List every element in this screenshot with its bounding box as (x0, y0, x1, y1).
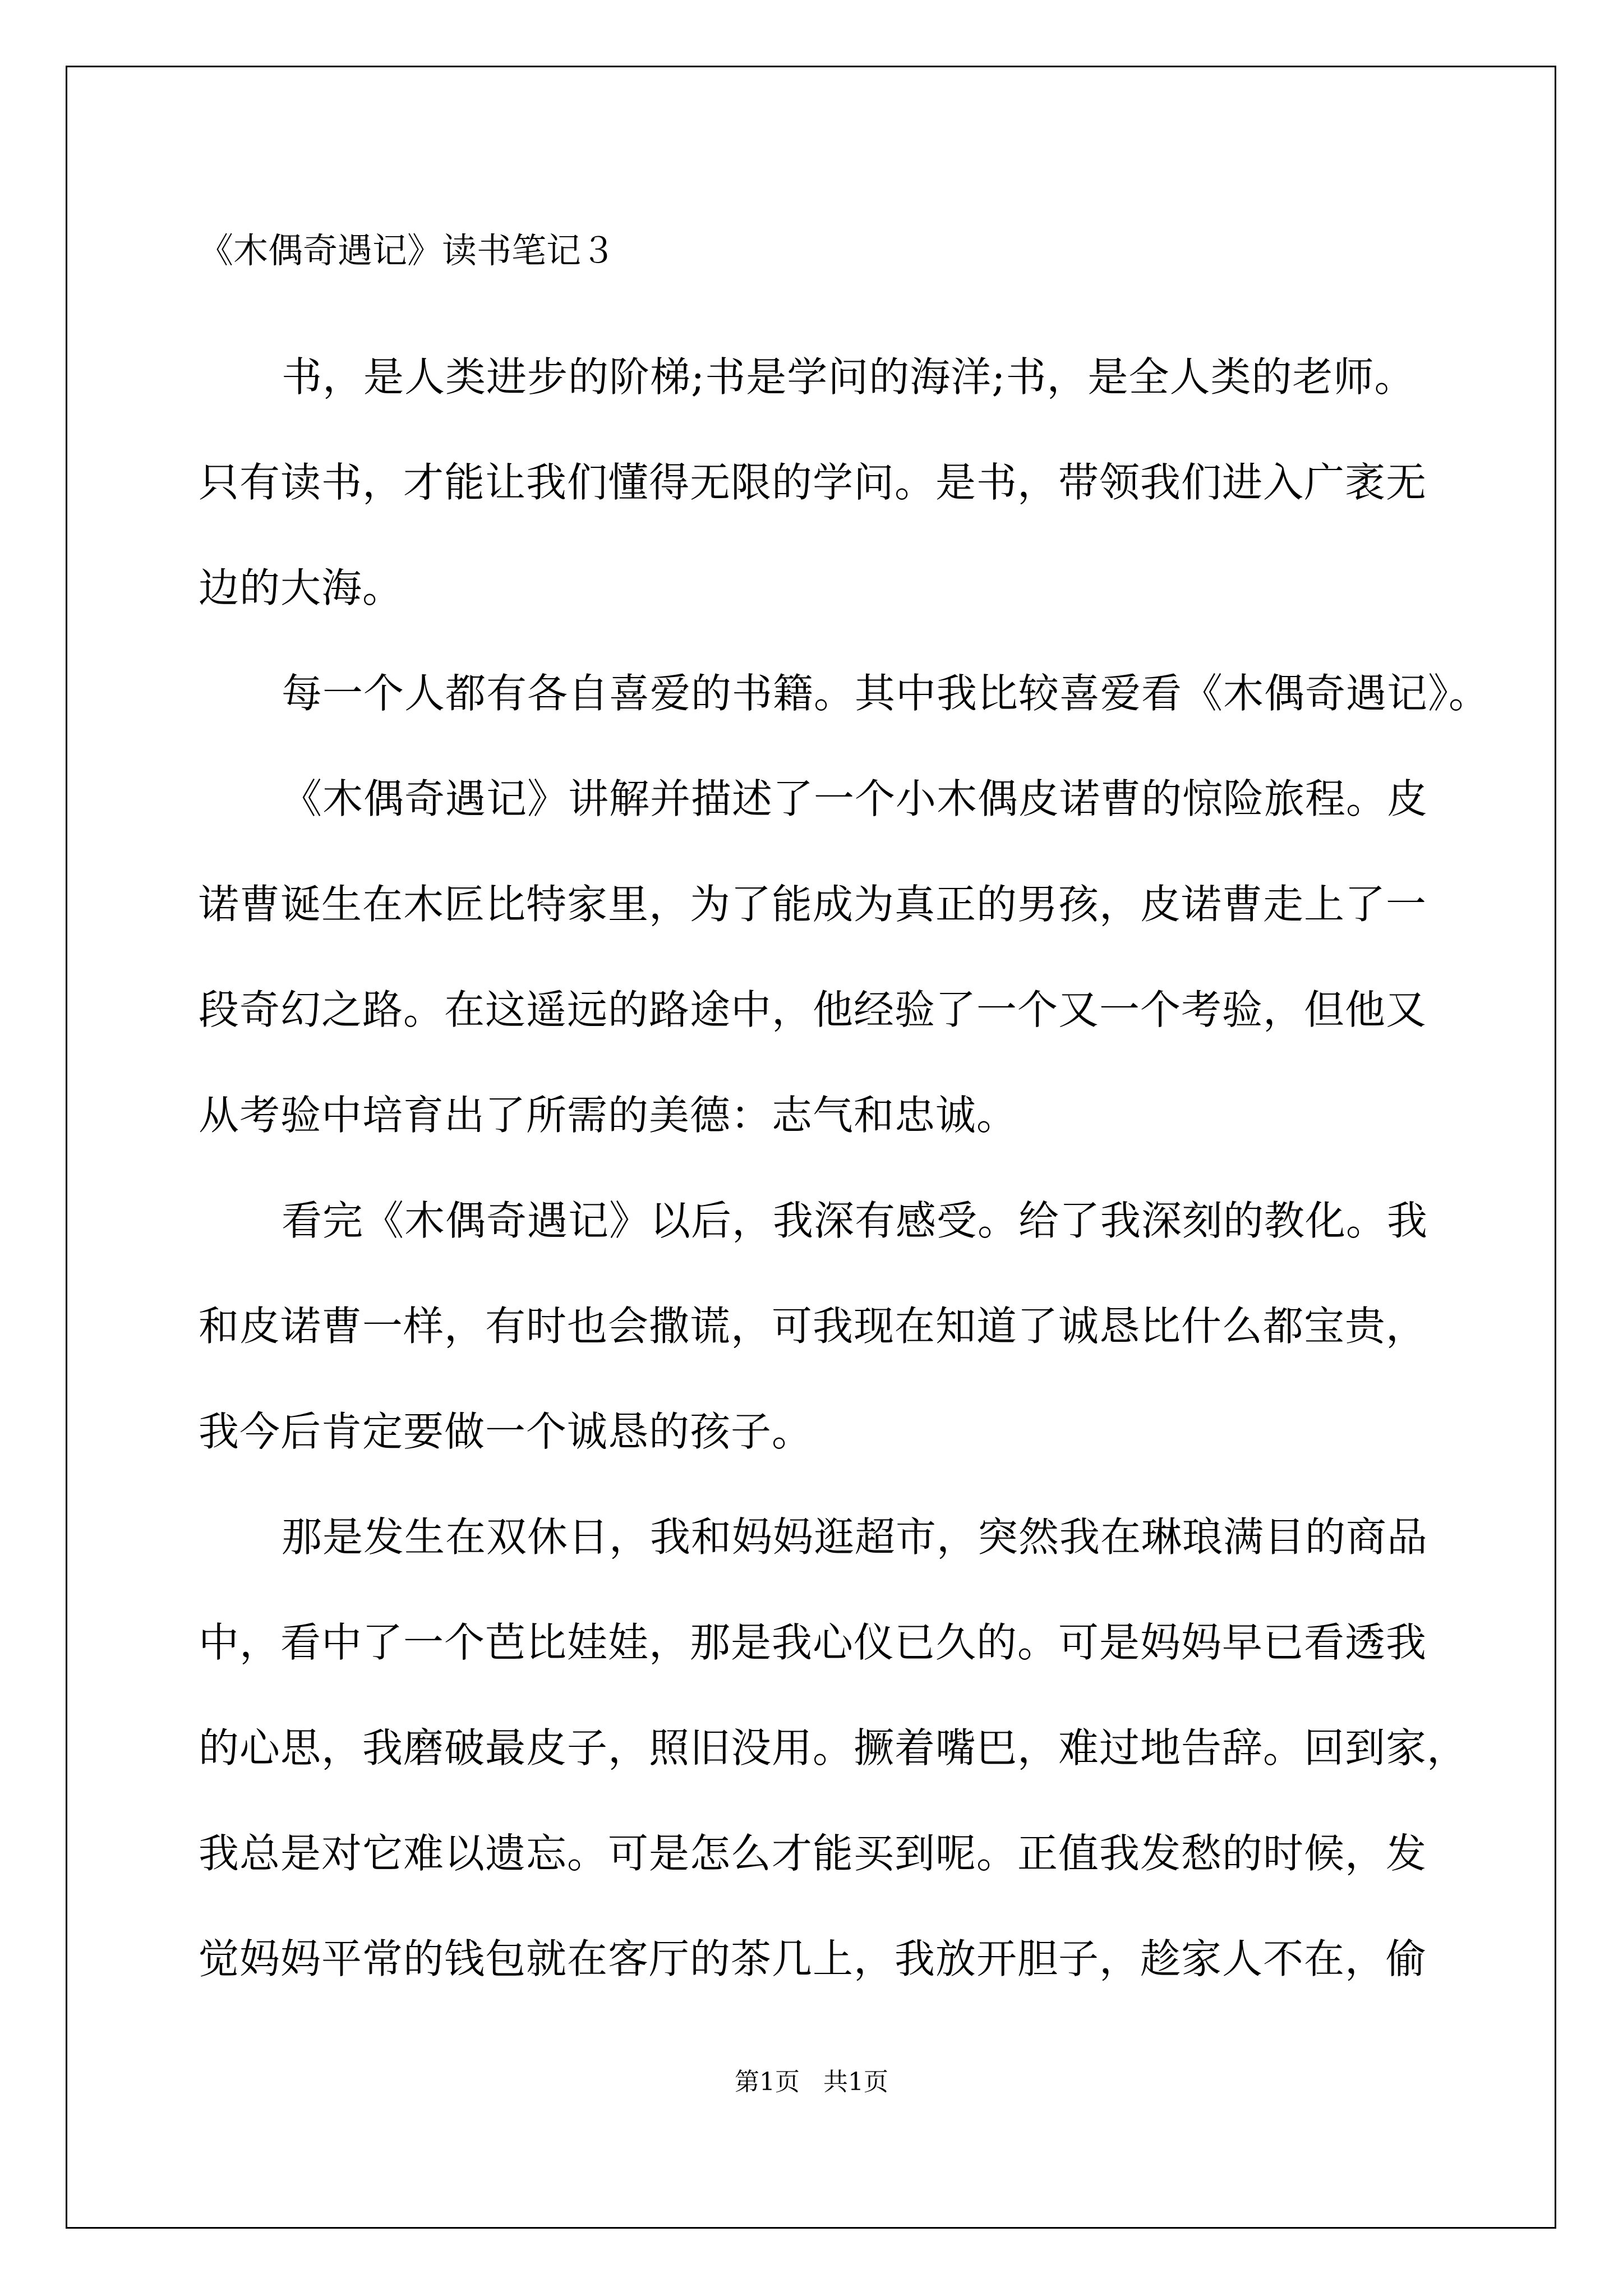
text-line: 《木偶奇遇记》讲解并描述了一个小木偶皮诺曹的惊险旅程。皮 (282, 775, 1428, 822)
text-line: 边的大海。 (199, 564, 404, 611)
text-line: 我总是对它难以遗忘。可是怎么才能买到呢。正值我发愁的时候，发 (199, 1830, 1427, 1877)
text-line: 书，是人类进步的阶梯;书是学问的海洋;书，是全人类的老师。 (282, 353, 1415, 401)
document-body (199, 224, 1490, 2012)
text-line: 我今后肯定要做一个诚恳的孩子。 (199, 1408, 813, 1455)
text-line: 和皮诺曹一样，有时也会撒谎，可我现在知道了诚恳比什么都宝贵， (199, 1303, 1427, 1350)
text-line: 每一个人都有各自喜爱的书籍。其中我比较喜爱看《木偶奇遇记》。 (282, 670, 1490, 717)
text-line: 的心思，我磨破最皮子，照旧没用。撅着嘴巴，难过地告辞。回到家， (199, 1724, 1468, 1772)
text-line: 诺曹诞生在木匠比特家里，为了能成为真正的男孩，皮诺曹走上了一 (199, 881, 1427, 928)
text-line: 中，看中了一个芭比娃娃，那是我心仪已久的。可是妈妈早已看透我 (199, 1619, 1427, 1666)
document-title: 《木偶奇遇记》读书笔记３ (199, 230, 616, 271)
text-line: 从考验中培育出了所需的美德：志气和忠诚。 (199, 1092, 1018, 1139)
title-spacer (199, 277, 1432, 324)
text-line: 那是发生在双休日，我和妈妈逛超市，突然我在琳琅满目的商品 (282, 1513, 1428, 1561)
text-line: 看完《木偶奇遇记》以后，我深有感受。给了我深刻的教化。我 (282, 1197, 1428, 1244)
text-line: 段奇幻之路。在这遥远的路途中，他经验了一个又一个考验，但他又 (199, 986, 1427, 1033)
text-line: 觉妈妈平常的钱包就在客厅的茶几上，我放开胆子，趁家人不在，偷 (199, 1935, 1427, 1982)
text-line: 只有读书，才能让我们懂得无限的学问。是书，带领我们进入广袤无 (199, 459, 1427, 506)
page-footer: 第1页 共1页 (735, 2068, 888, 2096)
paragraph-lines (199, 324, 1490, 2012)
